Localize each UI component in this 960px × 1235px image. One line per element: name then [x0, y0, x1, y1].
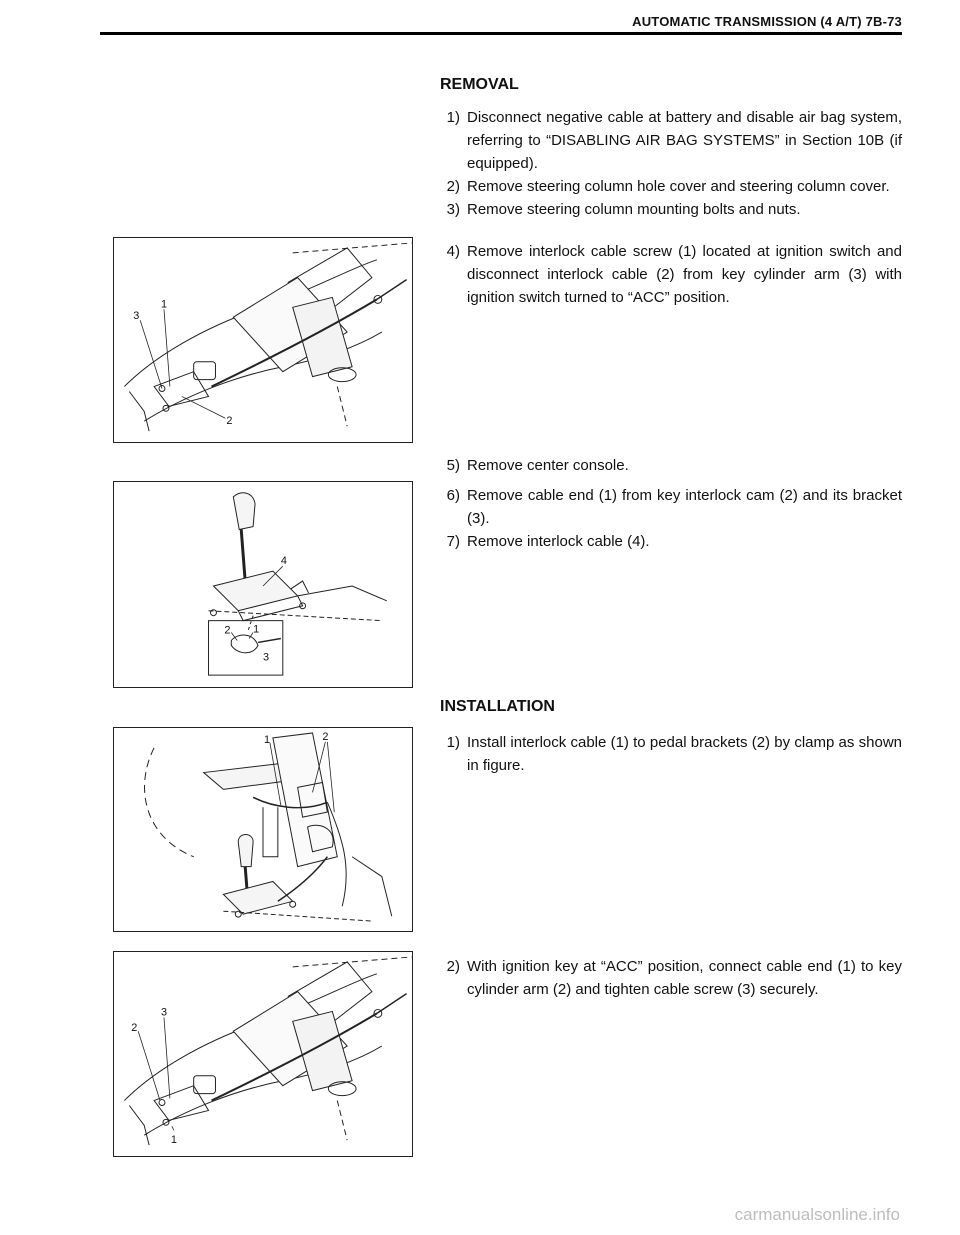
step-number: 4) — [446, 243, 460, 260]
step-text: Remove steering column mounting bolts and nuts. — [467, 201, 801, 218]
figure-ignition-switch-removal — [113, 237, 413, 443]
callout-3: 3 — [263, 651, 270, 664]
callout-1: 1 — [170, 1134, 177, 1147]
step-number: 7) — [446, 533, 460, 550]
step-number: 1) — [446, 734, 460, 751]
step-text: Disconnect negative cable at battery and disable air bag system, referring to “DISABLING AIR BAG SYSTEMS” in Section 10B (if equipped). — [467, 109, 902, 172]
step-number: 1) — [446, 109, 460, 126]
page-header: AUTOMATIC TRANSMISSION (4 A/T) 7B-73 — [632, 14, 902, 29]
step-number: 2) — [446, 178, 460, 195]
removal-step-5 — [436, 454, 902, 477]
step-item — [436, 198, 902, 221]
installation-title: INSTALLATION — [440, 698, 555, 715]
figure-ignition-switch-installation — [113, 951, 413, 1157]
removal-title: REMOVAL — [440, 76, 519, 93]
callout-3: 3 — [133, 310, 140, 323]
step-number: 5) — [446, 457, 460, 474]
step-number: 3) — [446, 201, 460, 218]
callout-2: 2 — [322, 730, 329, 743]
step-text: Install interlock cable (1) to pedal brackets (2) by clamp as shown in figure. — [467, 734, 902, 774]
steering-column-illustration — [114, 238, 412, 442]
step-item — [436, 955, 902, 1001]
removal-steps-6-7 — [436, 484, 902, 553]
callout-2: 2 — [226, 415, 233, 428]
step-number: 2) — [446, 958, 460, 975]
step-number: 6) — [446, 487, 460, 504]
step-item — [436, 484, 902, 530]
step-text: Remove interlock cable (4). — [467, 533, 650, 550]
figure-key-interlock-cam — [113, 481, 413, 688]
step-item — [436, 530, 902, 553]
steering-column-illustration — [114, 952, 412, 1156]
step-item — [436, 240, 902, 309]
step-text: Remove cable end (1) from key interlock cam (2) and its bracket (3). — [467, 487, 902, 527]
step-text: With ignition key at “ACC” position, connect cable end (1) to key cylinder arm (2) and tighten cable screw (3) securely. — [467, 958, 902, 998]
step-item — [436, 454, 902, 477]
step-item — [436, 175, 902, 198]
installation-step-2 — [436, 955, 902, 1001]
step-text: Remove interlock cable screw (1) located at ignition switch and disconnect interlock cable (2) from key cylinder arm (3) with ignition switch turned to “ACC” position. — [467, 243, 902, 306]
step-item — [436, 106, 902, 175]
removal-step-4 — [436, 240, 902, 309]
callout-4: 4 — [280, 555, 287, 568]
callout-2: 2 — [224, 624, 231, 637]
removal-steps-1-3 — [436, 106, 902, 221]
callout-2: 2 — [131, 1022, 138, 1035]
header-rule — [100, 32, 902, 35]
callout-1: 1 — [253, 623, 260, 636]
figure-pedal-bracket-routing — [113, 727, 413, 932]
callout-1: 1 — [263, 733, 271, 746]
watermark-footer: carmanualsonline.info — [734, 1205, 900, 1224]
step-text: Remove steering column hole cover and steering column cover. — [467, 178, 890, 195]
callout-3: 3 — [161, 1006, 168, 1019]
step-item — [436, 731, 902, 777]
step-text: Remove center console. — [467, 457, 629, 474]
shift-lever-illustration — [114, 482, 412, 687]
installation-step-1 — [436, 731, 902, 777]
pedal-bracket-illustration — [114, 728, 412, 931]
callout-1: 1 — [161, 298, 168, 311]
